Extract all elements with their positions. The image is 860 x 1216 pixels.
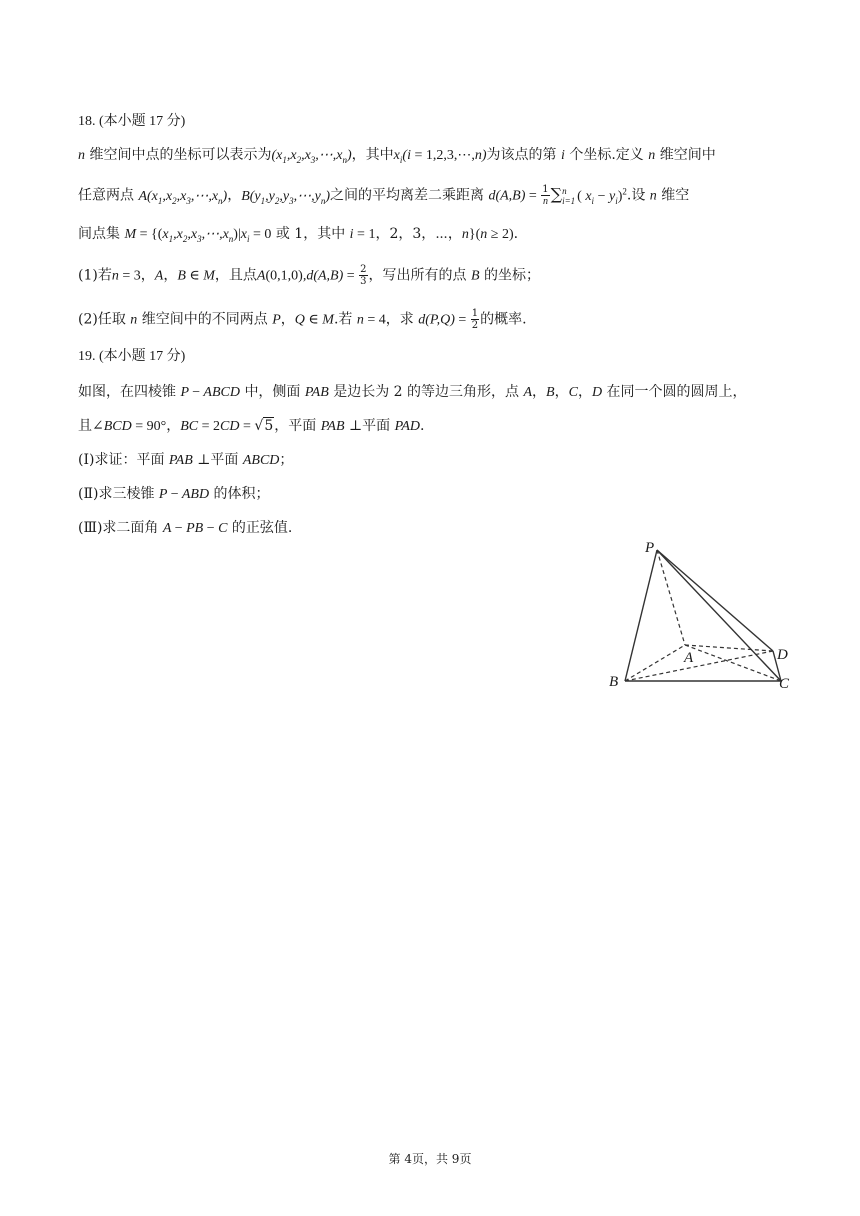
q19-item-3: (Ⅲ)求二面角 A − PB − C 的正弦值.: [78, 520, 293, 536]
label-b: B: [609, 674, 619, 690]
q19-item-2: (Ⅱ)求三棱锥 P − ABD 的体积；: [78, 486, 270, 502]
edge-pd: [657, 550, 773, 651]
edge-pc: [657, 550, 781, 681]
edge-ba: [625, 645, 685, 681]
label-c: C: [779, 676, 790, 692]
q19-line-2: 且∠BCD = 90°，BC = 2CD = √5，平面 PAB ⊥平面 PAD.: [78, 418, 425, 434]
edge-ac: [685, 645, 781, 681]
q18-line-2: 任意两点 $A(x_1,x_2,x_3,\cdots,x_n)$，$B(y_1,y_2,y_3,\cdots,y_n)$之间的平均离差二乘距离 d(A,B) = $\frac{1}{n}$ ∑ n i=1 ( $x_i - y_i)^2$.设 n 维空: [78, 184, 690, 207]
edge-pb: [625, 550, 657, 681]
q18-line-1: n 维空间中点的坐标可以表示为$(x_1,x_2,x_3,\cdots,x_n)$，其中$x_i(i$ = 1,2,3,⋯,n)为该点的第 i 个坐标.定义 n 维空间中: [78, 147, 716, 165]
page-footer: 第 4页，共 9页: [388, 1152, 472, 1166]
pyramid-figure: [605, 538, 805, 698]
label-p: P: [645, 540, 655, 556]
q18-part-1: (1)若n = 3，A，B ∈ M，且点A(0,1,0),d(A,B) = $\frac{2}{3}$ ，写出所有的点 B 的坐标；: [78, 264, 540, 287]
label-d: D: [777, 647, 788, 663]
q18-heading: 18. (本小题 17 分): [78, 114, 186, 129]
q18-line-3: 间点集 $M = \{(x_1,x_2,x_3,\cdots,x_n)|x_i = 0$ 或 1，其中 i = 1，2，3，⋯，n}(n ≥ 2).: [78, 226, 519, 244]
q19-heading: 19. (本小题 17 分): [78, 349, 186, 364]
q19-item-1: (Ⅰ)求证：平面 PAB ⊥平面 ABCD；: [78, 452, 294, 468]
label-a: A: [684, 650, 694, 666]
edge-bd: [625, 651, 773, 681]
q18-part-2: (2)任取 n 维空间中的不同两点 P，Q ∈ M.若 n = 4，求 d(P,Q) = $\frac{1}{2}$ 的概率.: [78, 308, 527, 331]
q19-line-1: 如图，在四棱锥 P − ABCD 中，侧面 PAB 是边长为 2 的等边三角形，点 A，B，C，D 在同一个圆的圆周上，: [78, 384, 747, 400]
